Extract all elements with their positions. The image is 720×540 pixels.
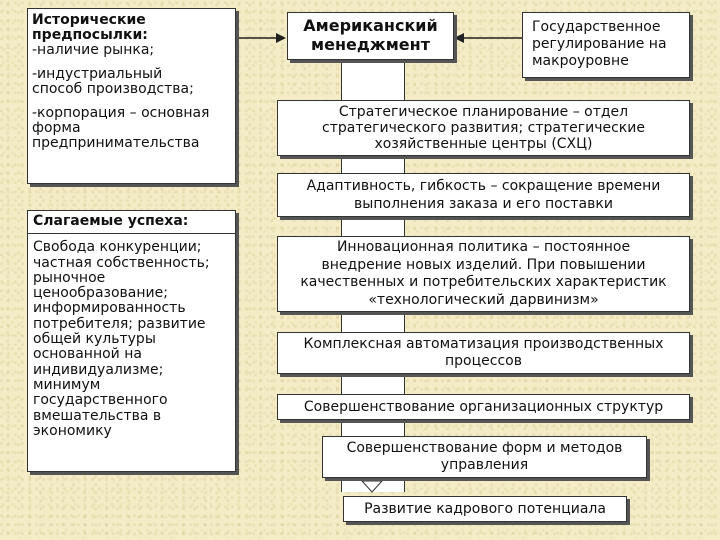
success-line: индивидуализме; xyxy=(33,361,164,378)
success-line: основанной на xyxy=(33,346,142,363)
success-line: общей культуры xyxy=(33,331,156,348)
success-line: ценообразование; xyxy=(33,285,168,302)
success-line: Свобода конкуренции; xyxy=(33,239,202,256)
step3-line3: качественных и потребительских характеристик xyxy=(300,274,667,290)
historical-title-line2: предпосылки: xyxy=(32,27,148,43)
step3-line2: внедрение новых изделий. При повышении xyxy=(321,256,646,273)
success-line: информированность xyxy=(33,300,186,317)
success-line: минимум xyxy=(33,376,101,393)
step-strategic-planning xyxy=(277,100,690,156)
step2-line2: выполнения заказа и его поставки xyxy=(354,196,613,212)
step-innovation-policy xyxy=(277,236,690,312)
success-factors-box xyxy=(27,210,236,472)
success-line: рыночное xyxy=(33,269,106,286)
success-factors-title: Слагаемые успеха: xyxy=(33,213,189,229)
historical-item-industrial-2: способ производства; xyxy=(32,81,194,97)
state-regulation-line3: макроуровне xyxy=(532,53,629,69)
success-line: экономику xyxy=(33,422,112,439)
state-regulation-line2: регулирование на xyxy=(532,36,667,52)
historical-preconditions-box xyxy=(27,8,236,184)
state-regulation-box xyxy=(522,12,690,78)
step6-line1: Совершенствование форм и методов xyxy=(346,440,623,456)
center-title-line1: Американский xyxy=(303,16,438,35)
step4-line1: Комплексная автоматизация производственных xyxy=(303,336,664,352)
state-regulation-line1: Государственное xyxy=(532,19,661,35)
success-factors-header xyxy=(28,211,235,234)
success-line: государственного xyxy=(33,392,168,409)
success-line: потребителя; развитие xyxy=(33,315,206,332)
step7-line1: Развитие кадрового потенциала xyxy=(364,501,606,517)
historical-item-corporation-2: форма xyxy=(32,120,81,136)
center-title-line2: менеджмент xyxy=(311,35,430,54)
success-factors-list xyxy=(28,234,235,439)
step2-line1: Адаптивность, гибкость – сокращение времени xyxy=(306,178,661,194)
step-adaptivity xyxy=(277,173,690,217)
step-automation xyxy=(277,332,690,374)
step1-line3: хозяйственные центры (СХЦ) xyxy=(374,136,593,152)
step1-line1: Стратегическое планирование – отдел xyxy=(338,104,629,120)
historical-item-industrial-1: -индустриальный xyxy=(32,66,163,82)
historical-item-corporation-3: предпринимательства xyxy=(32,135,200,151)
step3-line1: Инновационная политика – постоянное xyxy=(336,239,631,255)
arrow-left-head xyxy=(276,33,286,43)
step5-line1: Совершенствование организационных структур xyxy=(303,399,664,415)
step-personnel-potential xyxy=(343,496,627,522)
stem-arrow-head-icon xyxy=(362,481,382,492)
american-management-title-box xyxy=(287,12,454,60)
step4-line2: процессов xyxy=(445,353,522,369)
success-line: вмешательства в xyxy=(33,407,162,424)
step-management-methods xyxy=(322,436,647,478)
step3-line4: «технологический дарвинизм» xyxy=(368,291,599,308)
historical-title-line1: Исторические xyxy=(32,12,146,28)
success-line: частная собственность; xyxy=(33,254,210,271)
historical-item-corporation-1: -корпорация – основная xyxy=(32,105,210,121)
step1-line2: стратегического развития; стратегические xyxy=(322,120,645,136)
step-org-structures xyxy=(277,394,690,420)
step6-line2: управления xyxy=(440,457,529,473)
historical-item-market: -наличие рынка; xyxy=(32,42,155,58)
arrow-right-head xyxy=(454,33,464,43)
